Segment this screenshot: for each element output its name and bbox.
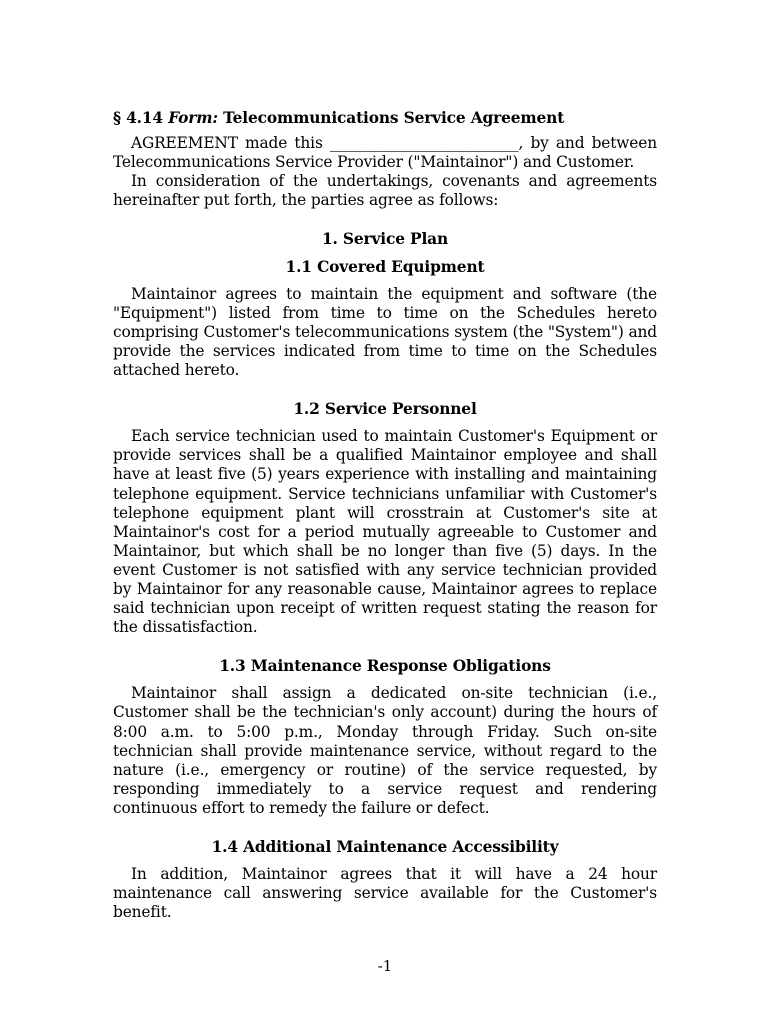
section-1-heading: 1. Service Plan [321, 230, 449, 249]
section-1-2-text: Each service technician used to maintain Customer's Equipment or provide services shall be a qualified Maintainor employee and shall have at least five (5) years experience with installing and maintaining telephone equipment. Service technicians unfamiliar with Customer's telephone equipment plant will crosstrain at Customer's site at Maintainor's cost for a period mutually agreeable to Customer and Maintainor, but which shall be no longer than five (5) days. In the event Customer is not satisfied with any service technician provided by Maintainor for any reasonable cause, Maintainor agrees to replace said technician upon receipt of written request stating the reason for the dissatisfaction. [113, 427, 657, 637]
section-1-3-heading: 1.3 Maintenance Response Obligations [219, 657, 551, 676]
section-1-4-heading: 1.4 Additional Maintenance Accessibility [211, 838, 559, 856]
document-body [113, 109, 657, 922]
section-number: § 4.14 [113, 109, 163, 127]
form-label: Form: [168, 109, 218, 127]
document-title [113, 109, 657, 128]
agreement-paragraph: AGREEMENT made this _________________________, by and between Telecommunications Service Provider ("Maintainor") and Customer. [113, 134, 657, 172]
section-1-4-text: In addition, Maintainor agrees that it will have a 24 hour maintenance call answering service available for the Customer's benefit. [113, 865, 657, 922]
page-number: -1 [377, 957, 393, 975]
section-1-1-text: Maintainor agrees to maintain the equipment and software (the "Equipment") listed from time to time on the Schedules hereto comprising Customer's telecommunications system (the "System") and provide the services indicated from time to time on the Schedules attached hereto. [113, 284, 657, 380]
section-1-1-heading: 1.1 Covered Equipment [285, 257, 485, 276]
consideration-paragraph: In consideration of the undertakings, covenants and agreements hereinafter put forth, the parties agree as follows: [113, 172, 657, 210]
section-1-3-text: Maintainor shall assign a dedicated on-site technician (i.e., Customer shall be the technician's only account) during the hours of 8:00 a.m. to 5:00 p.m., Monday through Friday. Such on-site technician shall provide maintenance service, without regard to the nature (i.e., emergency or routine) of the service requested, by responding immediately to a service request and rendering continuous effort to remedy the failure or defect. [113, 684, 657, 817]
title-text: Telecommunications Service Agreement [223, 109, 565, 127]
section-1-2-heading: 1.2 Service Personnel [293, 400, 477, 419]
